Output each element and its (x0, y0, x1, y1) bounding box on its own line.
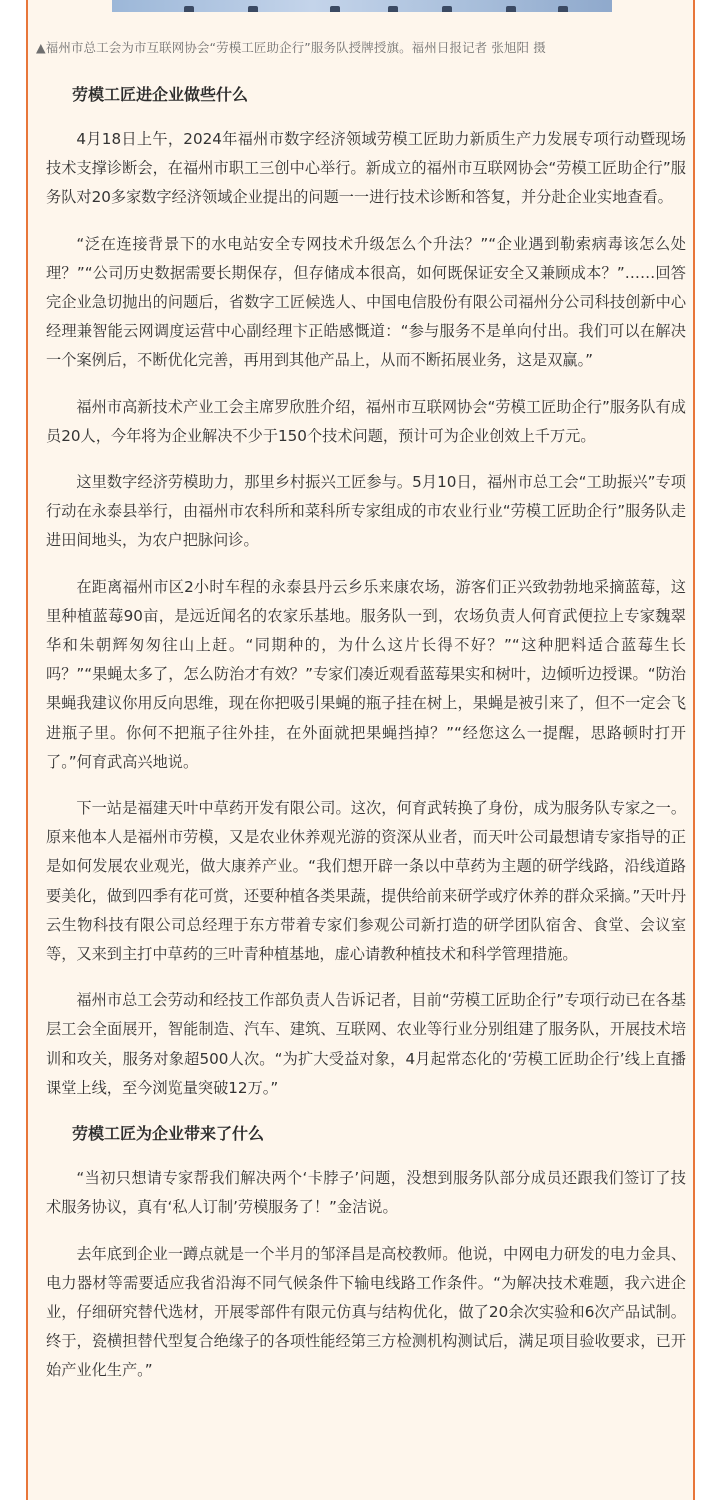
paragraph: “当初只想请专家帮我们解决两个‘卡脖子’问题，没想到服务队部分成员还跟我们签订了技术服务协议，真有‘私人订制’劳模服务了！”金洁说。 (46, 1169, 686, 1217)
article-body (46, 80, 686, 1386)
photo-caption: ▲福州市总工会为市互联网协会“劳模工匠助企行”服务队授牌授旗。福州日报记者 张旭阳 摄 (36, 40, 546, 55)
news-photo (112, 0, 612, 12)
paragraph: 去年底到企业一蹲点就是一个半月的邹泽昌是高校教师。他说，中网电力研发的电力金具、电力器材等需要适应我省沿海不同气候条件下输电线路工作条件。“为解决技术难题，我六进企业，仔细研究替代选材，开展零部件有限元仿真与结构优化，做了20余次实验和6次产品试制。终于，瓷横担替代型复合绝缘子的各项性能经第三方检测机构测试后，满足项目验收要求，已开始产业化生产。” (46, 1244, 686, 1380)
section-heading-1: 劳模工匠进企业做些什么 (72, 85, 249, 104)
paragraph: 这里数字经济劳模助力，那里乡村振兴工匠参与。5月10日，福州市总工会“工助振兴”专项行动在永泰县举行，由福州市农科所和菜科所专家组成的市农业行业“劳模工匠助企行”服务队走进田间地头，为农户把脉问诊。 (46, 473, 686, 550)
paragraph: 4月18日上午，2024年福州市数字经济领域劳模工匠助力新质生产力发展专项行动暨现场技术支撑诊断会，在福州市职工三创中心举行。新成立的福州市互联网协会“劳模工匠助企行”服务队对20多家数字经济领域企业提出的问题一一进行技术诊断和答复，并分赴企业实地查看。 (46, 130, 686, 207)
paragraph: 福州市高新技术产业工会主席罗欣胜介绍，福州市互联网协会“劳模工匠助企行”服务队有成员20人，今年将为企业解决不少于150个技术问题，预计可为企业创效上千万元。 (46, 397, 686, 445)
paragraph: 在距离福州市区2小时车程的永泰县丹云乡乐来康农场，游客们正兴致勃勃地采摘蓝莓，这里种植蓝莓90亩，是远近闻名的农家乐基地。服务队一到，农场负责人何育武便拉上专家魏翠华和朱朝辉匆匆往山上赶。“同期种的，为什么这片长得不好？”“这种肥料适合蓝莓生长吗？”“果蝇太多了，怎么防治才有效？”专家们凑近观看蓝莓果实和树叶，边倾听边授课。“防治果蝇我建议你用反向思维，现在你把吸引果蝇的瓶子挂在树上，果蝇是被引来了，但不一定会飞进瓶子里。你何不把瓶子往外挂，在外面就把果蝇挡掉？”“经您这么一提醒，思路顿时打开了。”何育武高兴地说。 (46, 577, 686, 771)
paragraph: “泛在连接背景下的水电站安全专网技术升级怎么个升法？”“企业遇到勒索病毒该怎么处理？”“公司历史数据需要长期保存，但存储成本很高，如何既保证安全又兼顾成本？”……回答完企业急切抛出的问题后，省数字工匠候选人、中国电信股份有限公司福州分公司科技创新中心经理兼智能云网调度运营中心副经理卞正皓感慨道：“参与服务不是单向付出。我们可以在解决一个案例后，不断优化完善，再用到其他产品上，从而不断拓展业务，这是双赢。” (46, 234, 686, 370)
section-heading-2: 劳模工匠为企业带来了什么 (72, 1124, 265, 1144)
paragraph: 下一站是福建天叶中草药开发有限公司。这次，何育武转换了身份，成为服务队专家之一。原来他本人是福州市劳模，又是农业休养观光游的资深从业者，而天叶公司最想请专家指导的正是如何发展农业观光，做大康养产业。“我们想开辟一条以中草药为主题的研学线路，沿线道路要美化，做到四季有花可赏，还要种植各类果蔬，提供给前来研学或疗休养的群众采摘。”天叶丹云生物科技有限公司总经理于东方带着专家们参观公司新打造的研学团队宿舍、食堂、会议室等，又来到主打中草药的三叶青种植基地，虚心请教种植技术和科学管理措施。 (46, 799, 686, 964)
paragraph: 福州市总工会劳动和经技工作部负责人告诉记者，目前“劳模工匠助企行”专项行动已在各基层工会全面展开，智能制造、汽车、建筑、互联网、农业等行业分别组建了服务队，开展技术培训和攻关，服务对象超500人次。“为扩大受益对象，4月起常态化的‘劳模工匠助企行’线上直播课堂上线，至今浏览量突破12万。” (46, 991, 686, 1097)
article-frame (26, 0, 695, 1500)
